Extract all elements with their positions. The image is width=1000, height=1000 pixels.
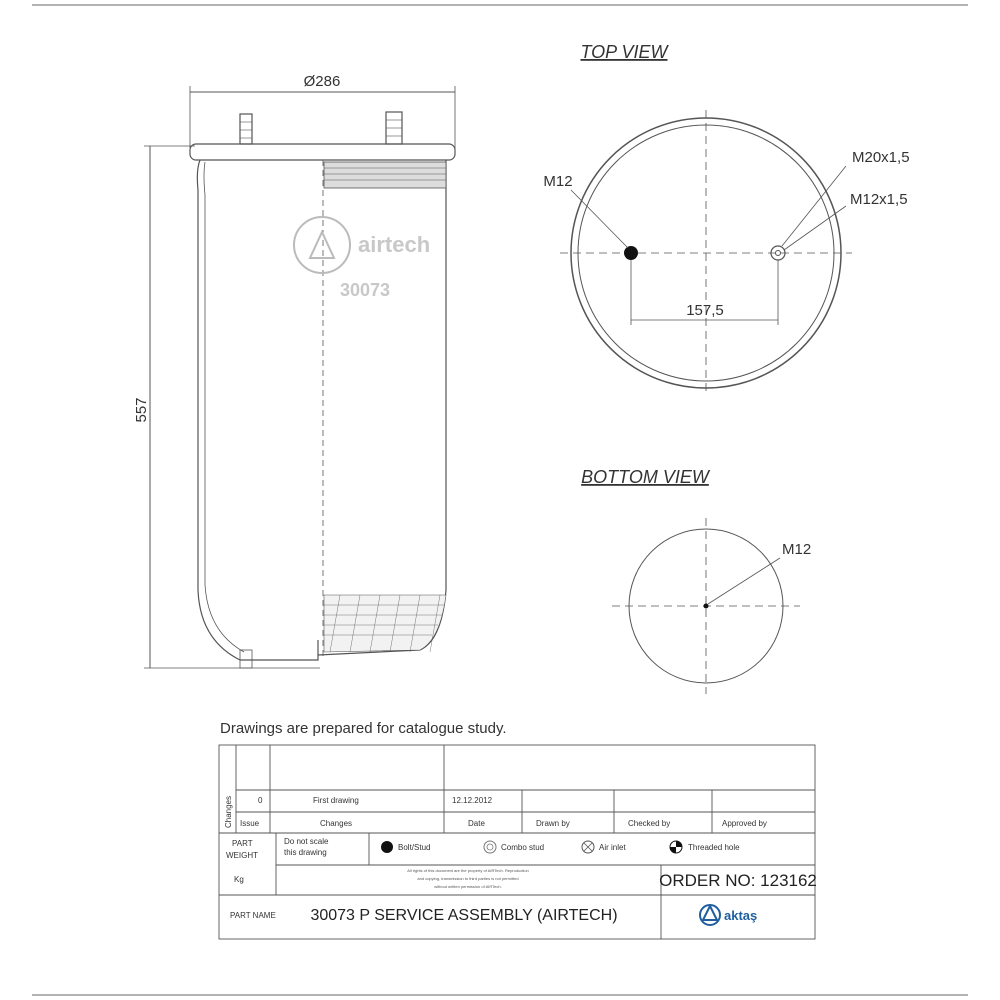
header-issue: Issue — [240, 819, 260, 828]
aktas-logo-icon — [700, 905, 720, 925]
header-drawn-by: Drawn by — [536, 819, 570, 828]
header-changes: Changes — [320, 819, 353, 828]
row-date: 12.12.2012 — [452, 796, 493, 805]
header-checked-by: Checked by — [628, 819, 671, 828]
top-view — [560, 110, 852, 396]
copyright-line-1: All rights of this document are the property of AIRTech. Reproduction — [407, 868, 529, 873]
changes-vertical-label: Changes — [224, 795, 233, 829]
no-scale-label-2: this drawing — [284, 848, 327, 857]
m12-hole-icon — [624, 246, 638, 260]
bolt-stud-label: Bolt/Stud — [398, 843, 431, 852]
part-name-label: PART NAME — [230, 911, 276, 920]
height-label: 557 — [133, 397, 150, 423]
bellow-left-profile — [197, 160, 318, 660]
copyright-line-3: without written permission of AIRTech. — [434, 884, 502, 889]
side-view — [144, 86, 455, 668]
airtech-logo-icon — [294, 217, 350, 273]
bottom-bolt — [240, 650, 252, 668]
part-weight-label-2: WEIGHT — [226, 851, 258, 860]
threaded-hole-symbol-icon — [670, 841, 682, 853]
header-approved-by: Approved by — [722, 819, 767, 828]
bottom-view-title: BOTTOM VIEW — [581, 467, 709, 487]
bolt-stud-symbol-icon — [381, 841, 393, 853]
top-left-hole-label: M12 — [543, 173, 573, 190]
spacing-label: 157,5 — [686, 302, 724, 319]
brand-label: airtech — [358, 232, 431, 257]
air-inlet-symbol-icon — [582, 841, 594, 853]
order-number: ORDER NO: 123162 — [659, 871, 817, 890]
combo-stud-symbol-icon — [484, 841, 496, 853]
company-name: aktaş — [724, 908, 758, 923]
bottom-view — [612, 518, 800, 694]
top-plate — [190, 144, 455, 160]
row-change: First drawing — [313, 796, 359, 805]
top-right-hole-label-1: M20x1,5 — [852, 149, 910, 166]
diameter-label: Ø286 — [303, 73, 341, 90]
top-view-title: TOP VIEW — [580, 42, 668, 62]
header-date: Date — [468, 819, 485, 828]
bottom-m12-hole-icon — [704, 604, 709, 609]
copyright-line-2: and copying, transmission to third parties is not permitted — [417, 876, 519, 881]
bottom-hole-label: M12 — [782, 541, 812, 558]
combo-stud-label: Combo stud — [501, 843, 545, 852]
air-inlet-label: Air inlet — [599, 843, 626, 852]
piston — [324, 595, 446, 652]
part-weight-label-1: PART — [232, 839, 253, 848]
stud-left — [240, 114, 252, 144]
threaded-hole-label: Threaded hole — [688, 843, 740, 852]
part-name: 30073 P SERVICE ASSEMBLY (AIRTECH) — [310, 907, 618, 924]
no-scale-label-1: Do not scale — [284, 837, 329, 846]
catalogue-note: Drawings are prepared for catalogue study. — [220, 720, 507, 737]
row-issue: 0 — [258, 796, 263, 805]
weight-unit: Kg — [234, 875, 244, 884]
part-code-label: 30073 — [340, 280, 391, 300]
top-right-hole-label-2: M12x1,5 — [850, 191, 908, 208]
crimp-band — [324, 162, 446, 188]
